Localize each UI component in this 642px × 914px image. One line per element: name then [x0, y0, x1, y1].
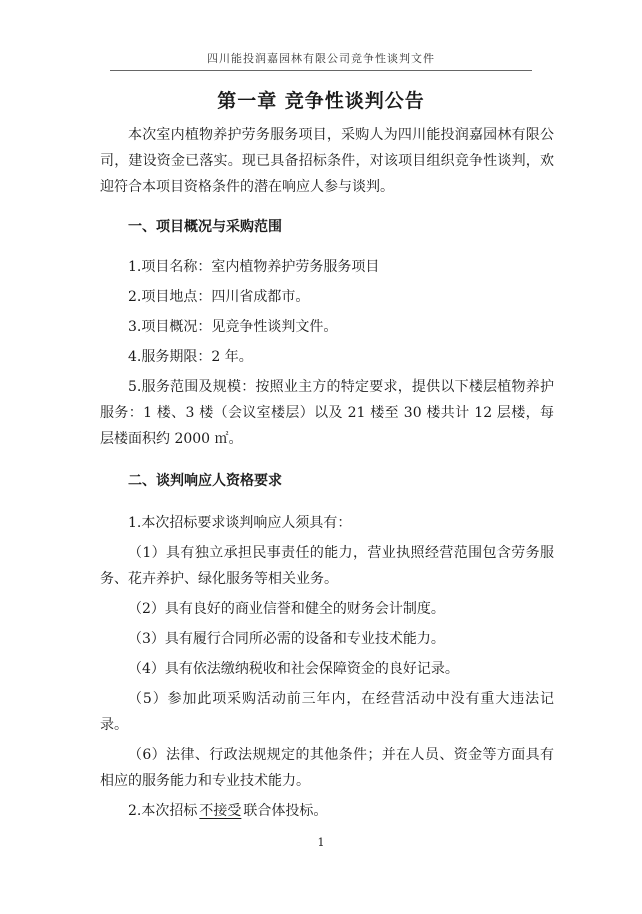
project-name-item: 1.项目名称：室内植物养护劳务服务项目	[128, 259, 380, 275]
section-heading-1: 一、项目概况与采购范围	[128, 219, 282, 235]
qualification-item-2: （2）具有良好的商业信誉和健全的财务会计制度。	[128, 601, 445, 617]
consortium-value: 不接受	[199, 803, 242, 819]
qualification-lead: 1.本次招标要求谈判响应人须具有：	[128, 515, 352, 531]
consortium-suffix: 联合体投标。	[243, 803, 328, 819]
qualification-item-6: （6）法律、行政法规规定的其他条件；并在人员、资金等方面具有相应的服务能力和专业技术能力。	[100, 747, 554, 789]
qualification-item-5: （5）参加此项采购活动前三年内，在经营活动中没有重大违法记录。	[100, 691, 554, 733]
project-overview-item: 3.项目概况：见竞争性谈判文件。	[128, 319, 338, 335]
service-period-item: 4.服务期限：2 年。	[128, 349, 253, 365]
qualification-item-4: （4）具有依法缴纳税收和社会保障资金的良好记录。	[128, 661, 459, 677]
header-rule	[110, 70, 532, 71]
service-scope-item: 5.服务范围及规模：按照业主方的特定要求，提供以下楼层植物养护服务：1 楼、3 楼（会议室楼层）以及 21 楼至 30 楼共计 12 层楼，每层楼面积约 2000 ㎡。	[100, 379, 554, 447]
page-title: 第一章 竞争性谈判公告	[217, 90, 425, 112]
section-heading-2: 二、谈判响应人资格要求	[128, 473, 282, 489]
consortium-prefix: 2.本次招标	[128, 803, 198, 819]
document-body	[100, 122, 554, 824]
page-number: 1	[317, 836, 325, 849]
qualification-item-1: （1）具有独立承担民事责任的能力，营业执照经营范围包含劳务服务、花卉养护、绿化服务等相关业务。	[100, 545, 554, 587]
intro-paragraph: 本次室内植物养护劳务服务项目，采购人为四川能投润嘉园林有限公司，建设资金已落实。现已具备招标条件，对该项目组织竞争性谈判，欢迎符合本项目资格条件的潜在响应人参与谈判。	[100, 127, 554, 195]
page-header: 四川能投润嘉园林有限公司竞争性谈判文件	[207, 52, 435, 65]
qualification-item-3: （3）具有履行合同所必需的设备和专业技术能力。	[128, 631, 445, 647]
project-location-item: 2.项目地点：四川省成都市。	[128, 289, 310, 305]
consortium-item	[100, 798, 554, 824]
